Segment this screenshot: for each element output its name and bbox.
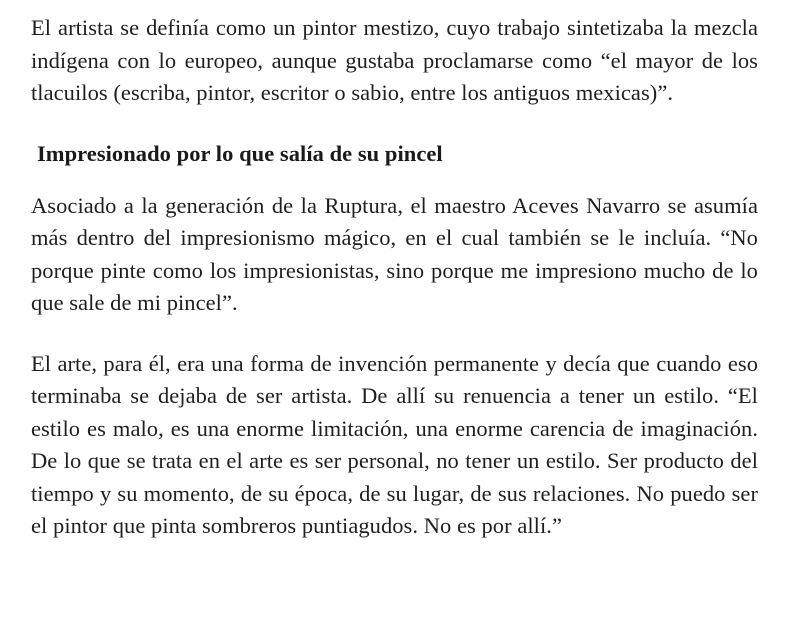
article-paragraph-2: Asociado a la generación de la Ruptura, el maestro Aceves Navarro se asumía más dentro del impresionismo mágico, en el cual también se le incluía. “No porque pinte como los impresionistas, sino porque me impresiono mucho de lo que sale de mi pincel”. [31,192,758,315]
article-subheading: Impresionado por lo que salía de su pincel [37,140,443,166]
article-paragraph-1: El artista se definía como un pintor mestizo, cuyo trabajo sintetizaba la mezcla indígena con lo europeo, aunque gustaba proclamarse como “el mayor de los tlacuilos (escriba, pintor, escritor o sabio, entre los antiguos mexicas)”. [31,15,758,105]
article-paragraph-3: El arte, para él, era una forma de invención permanente y decía que cuando eso terminaba se dejaba de ser artista. De allí su renuencia a tener un estilo. “El estilo es malo, es una enorme limitación, una enorme carencia de imaginación. De lo que se trata en el arte es ser personal, no tener un estilo. Ser producto del tiempo y su momento, de su época, de su lugar, de sus relaciones. No puedo ser el pintor que pinta sombreros puntiagudos. No es por allí.” [31,350,758,538]
article-body [31,12,758,571]
